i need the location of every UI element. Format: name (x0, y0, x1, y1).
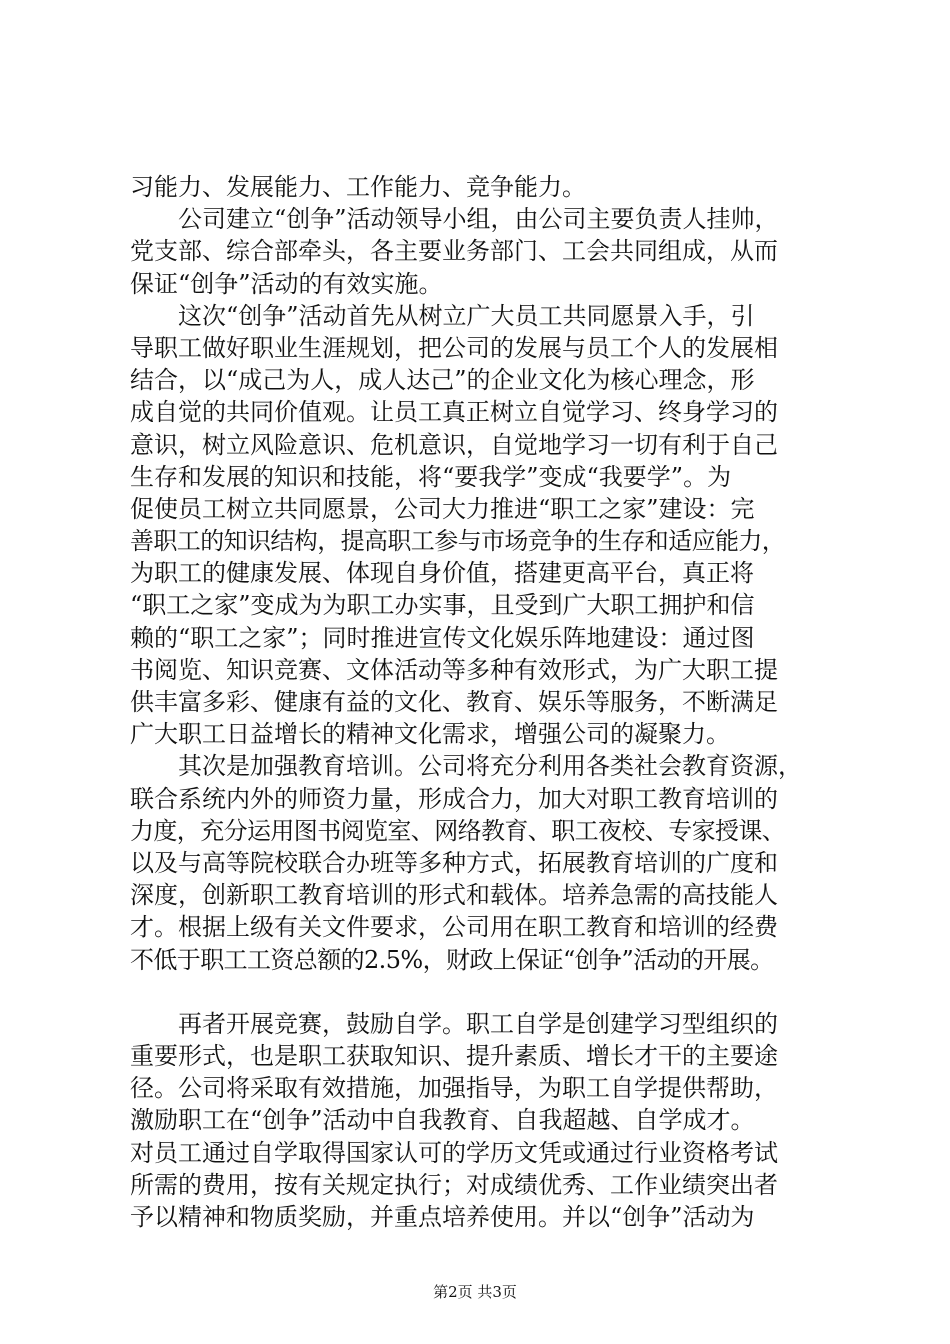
text-line: 予以精神和物质奖励，并重点培养使用。并以“创争”活动为 (130, 1203, 755, 1231)
text-line: 以及与高等院校联合办班等多种方式，拓展教育培训的广度和 (130, 848, 778, 877)
text-line: 生存和发展的知识和技能，将“要我学”变成“我要学”。为 (130, 462, 732, 491)
text-line: 善职工的知识结构，提高职工参与市场竞争的生存和适应能力， (130, 527, 786, 556)
paragraph-start-line: 这次“创争”活动首先从树立广大员工共同愿景入手，引 (178, 301, 755, 330)
text-line: 为职工的健康发展、体现自身价值，搭建更高平台，真正将 (130, 559, 754, 588)
text-line: 激励职工在“创争”活动中自我教育、自我超越、自学成才。 (130, 1106, 755, 1135)
text-line: 党支部、综合部牵头，各主要业务部门、工会共同组成，从而 (130, 237, 778, 266)
text-line: 供丰富多彩、健康有益的文化、教育、娱乐等服务，不断满足 (130, 688, 778, 716)
text-line: 力度，充分运用图书阅览室、网络教育、职工夜校、专家授课、 (130, 816, 786, 845)
document-body (130, 171, 850, 1233)
text-line: 所需的费用，按有关规定执行；对成绩优秀、工作业绩突出者 (130, 1170, 778, 1199)
text-line: 意识，树立风险意识、危机意识，自觉地学习一切有利于自己 (130, 430, 778, 459)
text-line: 结合，以“成己为人，成人达己”的企业文化为核心理念，形 (130, 366, 755, 395)
paragraph-start-line: 公司建立“创争”活动领导小组，由公司主要负责人挂帅， (178, 205, 779, 234)
text-line: 广大职工日益增长的精神文化需求，增强公司的凝聚力。 (130, 720, 730, 749)
paragraph-start-line: 再者开展竞赛，鼓励自学。职工自学是创建学习型组织的 (178, 1009, 778, 1038)
text-line: 书阅览、知识竞赛、文体活动等多种有效形式，为广大职工提 (130, 655, 778, 684)
text-line: 赖的“职工之家”；同时推进宣传文化娱乐阵地建设：通过图 (130, 623, 755, 652)
text-line: 重要形式，也是职工获取知识、提升素质、增长才干的主要途 (130, 1042, 778, 1071)
page-number-footer: 第2页 共3页 (433, 1283, 517, 1301)
text-line: 不低于职工工资总额的2.5%，财政上保证“创争”活动的开展。 (130, 945, 774, 974)
text-line: 联合系统内外的师资力量，形成合力，加大对职工教育培训的 (130, 784, 778, 813)
text-line: 才。根据上级有关文件要求，公司用在职工教育和培训的经费 (130, 913, 778, 942)
text-line: 对员工通过自学取得国家认可的学历文凭或通过行业资格考试 (130, 1138, 778, 1167)
text-line: 成自觉的共同价值观。让员工真正树立自觉学习、终身学习的 (130, 398, 778, 427)
paragraph-start-line: 其次是加强教育培训。公司将充分利用各类社会教育资源， (178, 752, 802, 781)
text-line: 保证“创争”活动的有效实施。 (130, 269, 443, 298)
text-line: 深度，创新职工教育培训的形式和载体。培养急需的高技能人 (130, 881, 778, 910)
text-line: “职工之家”变成为为职工办实事，且受到广大职工拥护和信 (130, 591, 755, 620)
text-line: 促使员工树立共同愿景，公司大力推进“职工之家”建设：完 (130, 494, 755, 523)
text-line: 导职工做好职业生涯规划，把公司的发展与员工个人的发展相 (130, 333, 778, 362)
text-line: 习能力、发展能力、工作能力、竞争能力。 (130, 173, 586, 201)
text-line: 径。公司将采取有效措施，加强指导，为职工自学提供帮助， (130, 1074, 778, 1103)
paragraph-gap (130, 976, 850, 1008)
